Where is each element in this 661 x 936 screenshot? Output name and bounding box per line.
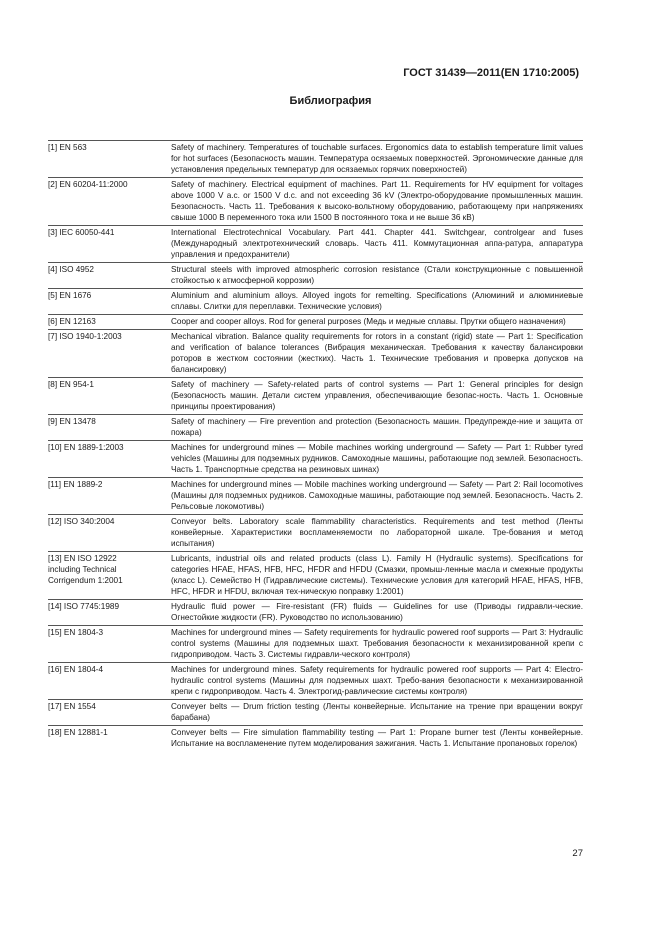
- bibliography-entry: [48, 551, 583, 599]
- document-header: ГОСТ 31439—2011(EN 1710:2005): [403, 67, 579, 79]
- entry-reference: [9] EN 13478: [48, 417, 96, 426]
- entry-reference: [4] ISO 4952: [48, 265, 94, 274]
- bibliography-entry: [48, 140, 583, 177]
- entry-text: Structural steels with improved atmospheric corrosion resistance (Стали конструкционные с повышенной стойкостью к атмосферной коррозии): [171, 265, 583, 285]
- entry-reference: [11] EN 1889-2: [48, 480, 103, 489]
- entry-reference: [5] EN 1676: [48, 291, 92, 300]
- bibliography-list: [48, 140, 583, 751]
- entry-reference: [3] IEC 60050-441: [48, 228, 115, 237]
- entry-reference: [7] ISO 1940-1:2003: [48, 332, 122, 341]
- entry-text: Safety of machinery. Electrical equipment of machines. Part 11. Requirements for HV equipment for voltages above 1000 V a.c. or 1500 V d.c. and not exceeding 36 kV (Электро-оборудование промышленных машин. Безопасность. Часть 11. Требования к высоко-вольтному оборудованию, работающему при напряжениях свыше 1000 В переменного тока или 1500 В постоянного тока и не выше 36 кВ): [171, 180, 583, 222]
- bibliography-entry: [48, 699, 583, 725]
- bibliography-entry: [48, 314, 583, 329]
- entry-text: Safety of machinery — Fire prevention and protection (Безопасность машин. Предупрежде-ние и защита от пожара): [171, 417, 583, 437]
- entry-reference: [14] ISO 7745:1989: [48, 602, 120, 611]
- bibliography-entry: [48, 377, 583, 414]
- bibliography-entry: [48, 414, 583, 440]
- entry-text: Conveyer belts — Fire simulation flammability testing — Part 1: Propane burner test (Ленты конвейерные. Испытание на воспламенение путем моделирования зажигания. Часть 1. Испытание пропановых горелок): [171, 728, 583, 748]
- entry-reference: [16] EN 1804-4: [48, 665, 104, 674]
- entry-text: Mechanical vibration. Balance quality requirements for rotors in a constant (rigid) state — Part 1: Specification and verification of balance tolerances (Вибрация механическая. Требования к качеству балансировки роторов в жестком состоянии (жестких). Часть 1. Технические требования и проверка допусков на балансировку): [171, 332, 583, 374]
- bibliography-entry: [48, 662, 583, 699]
- entry-text: Safety of machinery — Safety-related parts of control systems — Part 1: General principles for design (Безопасность машин. Детали систем управления, обеспечивающие безопас-ность. Часть 1. Основные принципы проектирования): [171, 380, 583, 411]
- bibliography-entry: [48, 599, 583, 625]
- entry-text: Cooper and cooper alloys. Rod for general purposes (Медь и медные сплавы. Прутки общего назначения): [171, 317, 566, 326]
- bibliography-entry: [48, 225, 583, 262]
- bibliography-entry: [48, 477, 583, 514]
- entry-text: Conveyor belts. Laboratory scale flammability characteristics. Requirements and test method (Ленты конвейерные. Характеристики воспламеняемости по лабораторной шкале. Тре-бования и метод испытания): [171, 517, 583, 548]
- entry-reference: [6] EN 12163: [48, 317, 96, 326]
- entry-text: Machines for underground mines — Mobile machines working underground — Safety — Part 2: Rail locomotives (Машины для подземных рудников. Самоходные машины, работающие под землей. Безопасность. Часть 2. Рельсовые локомотивы): [171, 480, 583, 511]
- entry-text: Conveyer belts — Drum friction testing (Ленты конвейерные. Испытание на трение при вращении вокруг барабана): [171, 702, 583, 722]
- bibliography-entry: [48, 177, 583, 225]
- page-title: Библиография: [289, 95, 372, 107]
- entry-reference: [13] EN ISO 12922 including Technical Corrigendum 1:2001: [48, 554, 123, 585]
- entry-reference: [10] EN 1889-1:2003: [48, 443, 124, 452]
- page-number: 27: [572, 848, 583, 859]
- entry-reference: [18] EN 12881-1: [48, 728, 108, 737]
- bibliography-entry: [48, 262, 583, 288]
- entry-reference: [2] EN 60204-11:2000: [48, 180, 128, 189]
- bibliography-entry: [48, 625, 583, 662]
- entry-reference: [1] EN 563: [48, 143, 87, 152]
- entry-text: Safety of machinery. Temperatures of touchable surfaces. Ergonomics data to establish temperature limit values for hot surfaces (Безопасность машин. Температура осязаемых поверхностей. Эргономические данные для установления предельных температур для осязаемых горячих поверхностей): [171, 143, 583, 174]
- entry-reference: [12] ISO 340:2004: [48, 517, 115, 526]
- bibliography-entry: [48, 288, 583, 314]
- entry-text: Machines for underground mines — Mobile machines working underground — Safety — Part 1: Rubber tyred vehicles (Машины для подземных рудников. Самоходные машины, работающие под землей. Безопасность. Часть 1. Транспортные средства на резиновых шинах): [171, 443, 583, 474]
- entry-text: Machines for underground mines. Safety requirements for hydraulic powered roof supports — Part 4: Electro-hydraulic control systems (Машины для подземных шахт. Требо-вания безопасности к механизированной крепи с гидроприводом. Часть 4. Электрогид-равлические системы контроля): [171, 665, 583, 696]
- bibliography-entry: [48, 514, 583, 551]
- entry-text: Aluminium and aluminium alloys. Alloyed ingots for remelting. Specifications (Алюминий и алюминиевые сплавы. Слитки для переплавки. Технические условия): [171, 291, 583, 311]
- entry-reference: [17] EN 1554: [48, 702, 96, 711]
- bibliography-entry: [48, 329, 583, 377]
- entry-text: Hydraulic fluid power — Fire-resistant (FR) fluids — Guidelines for use (Приводы гидравли-ческие. Огнестойкие жидкости (FR). Руководство по использованию): [171, 602, 583, 622]
- entry-text: Lubricants, industrial oils and related products (class L). Family H (Hydraulic systems). Specifications for categories HFAE, HFAS, HFB, HFC, HFDR and HFDU (Смазки, промыш-ленные масла и смежные продукты (класс L). Семейство Н (Гидравлические системы). Технические условия для категорий HFAE, HFAS, HFB, HFC, HFDR и HFDU, включая тех-ническую поправку 1:2001): [171, 554, 583, 596]
- entry-reference: [15] EN 1804-3: [48, 628, 104, 637]
- entry-text: International Electrotechnical Vocabulary. Part 441. Chapter 441. Switchgear, controlgear and fuses (Международный электротехнический словарь. Часть 411. Коммутационная аппа-ратура, аппаратура управления и предохранители): [171, 228, 583, 259]
- bibliography-entry: [48, 440, 583, 477]
- bibliography-entry: [48, 725, 583, 751]
- entry-reference: [8] EN 954-1: [48, 380, 94, 389]
- entry-text: Machines for underground mines — Safety requirements for hydraulic powered roof supports — Part 3: Hydraulic control systems (Машины для подземных шахт. Требования безопасности к механизированной крепи с гидроприводом. Часть 3. Системы гидравли-ческого контроля): [171, 628, 583, 659]
